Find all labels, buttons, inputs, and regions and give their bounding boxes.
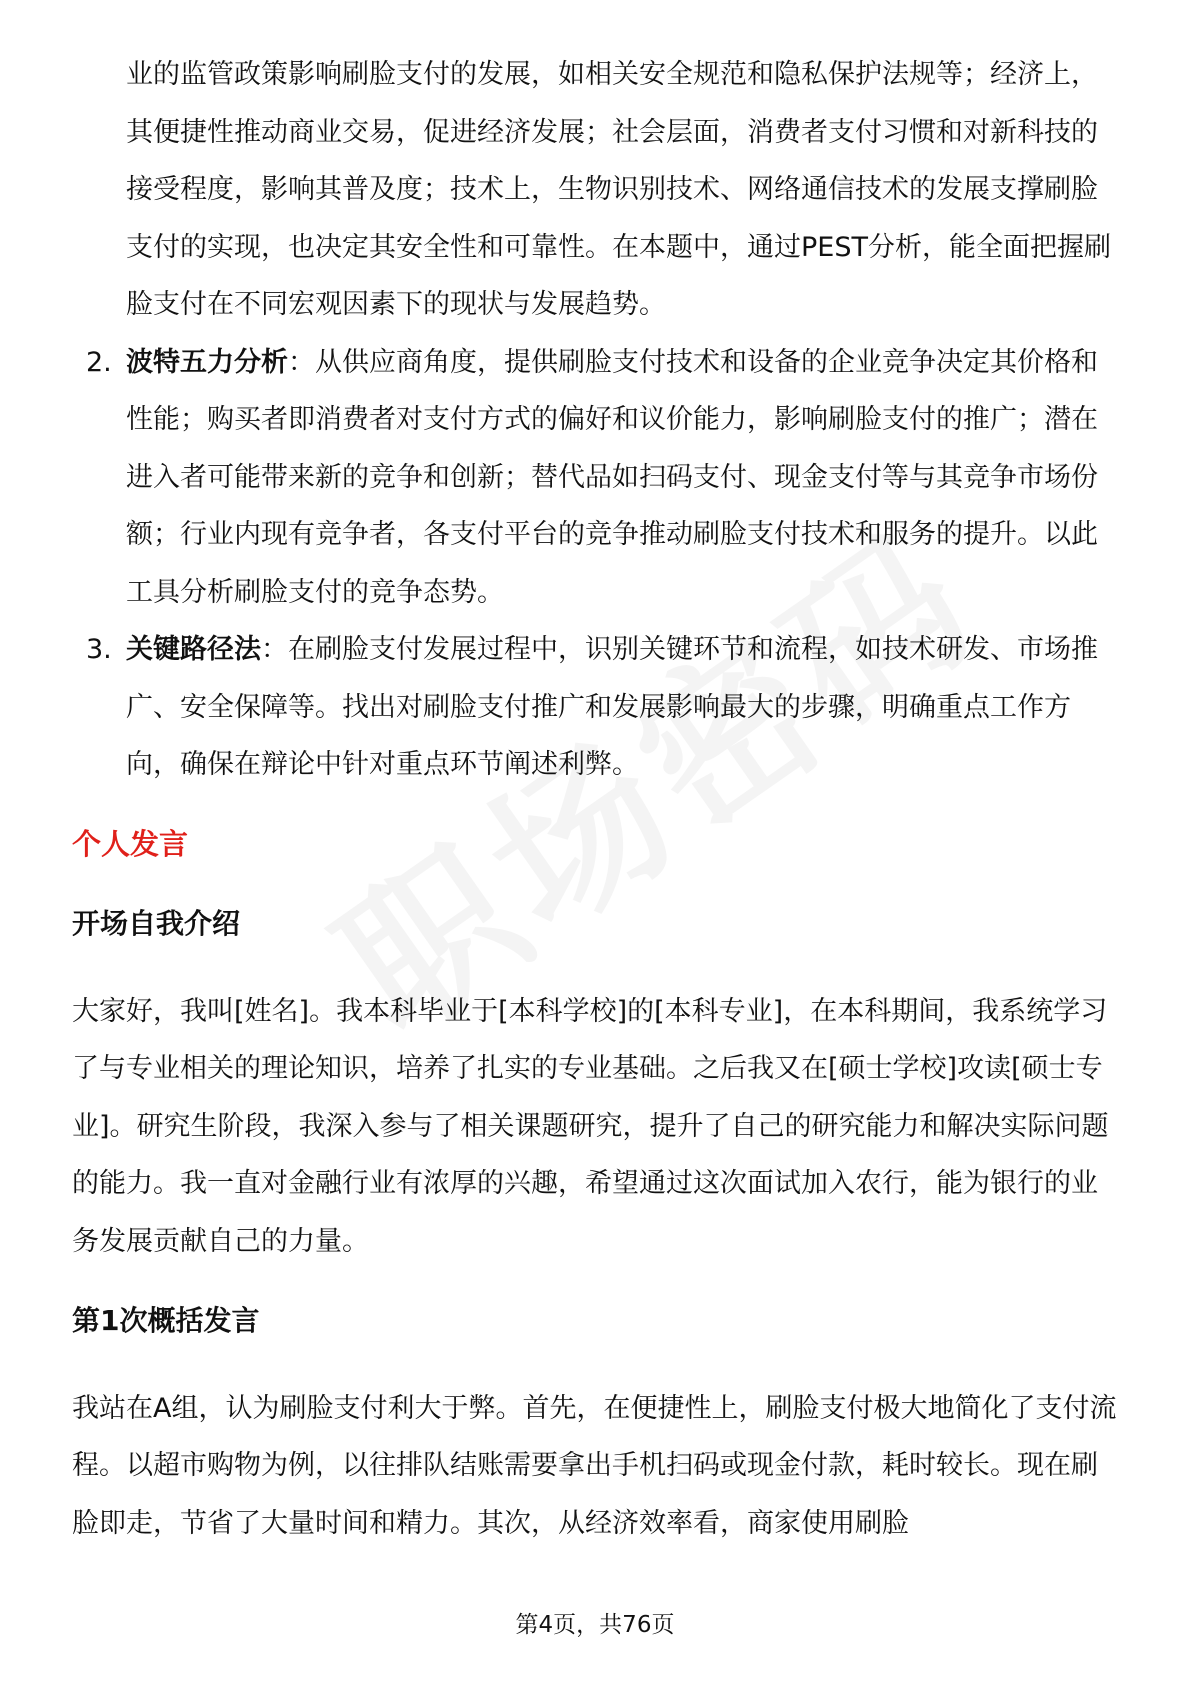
- list-term: 波特五力分析: [126, 346, 288, 378]
- subsection-title-intro: 开场自我介绍: [72, 907, 241, 940]
- list-number: 3.: [86, 634, 112, 665]
- page-footer: 第4页，共76页: [515, 1612, 675, 1638]
- intro-paragraph: 大家好，我叫[姓名]。我本科毕业于[本科学校]的[本科专业]，在本科期间，我系统学习了与专业相关的理论知识，培养了扎实的专业基础。之后我又在[硕士学校]攻读[硕士专业]。研究生阶段，我深入参与了相关课题研究，提升了自己的研究能力和解决实际问题的能力。我一直对金融行业有浓厚的兴趣，希望通过这次面试加入农行，能为银行的业务发展贡献自己的力量。: [72, 995, 1109, 1257]
- list-text: ：在刷脸支付发展过程中，识别关键环节和流程，如技术研发、市场推广、安全保障等。找出对刷脸支付推广和发展影响最大的步骤，明确重点工作方向，确保在辩论中针对重点环节阐述利弊。: [126, 634, 1098, 780]
- list-item: [72, 621, 1122, 794]
- list-item-1-continuation: 业的监管政策影响刷脸支付的发展，如相关安全规范和隐私保护法规等；经济上，其便捷性推动商业交易，促进经济发展；社会层面，消费者支付习惯和对新科技的接受程度，影响其普及度；技术上，生物识别技术、网络通信技术的发展支撑刷脸支付的实现，也决定其安全性和可靠性。在本题中，通过PEST分析，能全面把握刷脸支付在不同宏观因素下的现状与发展趋势。: [126, 59, 1111, 320]
- section-title: 个人发言: [72, 826, 189, 861]
- analysis-tools-list: [72, 334, 1122, 794]
- subsection-title-summary: 第1次概括发言: [72, 1304, 260, 1337]
- list-item: [72, 334, 1122, 622]
- summary-paragraph: 我站在A组，认为刷脸支付利大于弊。首先，在便捷性上，刷脸支付极大地简化了支付流程。以超市购物为例，以往排队结账需要拿出手机扫码或现金付款，耗时较长。现在刷脸即走，节省了大量时间和精力。其次，从经济效率看，商家使用刷脸: [72, 1392, 1117, 1539]
- list-number: 2.: [86, 346, 112, 378]
- page-content: [72, 46, 1122, 1552]
- list-term: 关键路径法: [126, 634, 261, 665]
- list-text: ：从供应商角度，提供刷脸支付技术和设备的企业竞争决定其价格和性能；购买者即消费者对支付方式的偏好和议价能力，影响刷脸支付的推广；潜在进入者可能带来新的竞争和创新；替代品如扫码支付、现金支付等与其竞争市场份额；行业内现有竞争者，各支付平台的竞争推动刷脸支付技术和服务的提升。以此工具分析刷脸支付的竞争态势。: [126, 346, 1098, 608]
